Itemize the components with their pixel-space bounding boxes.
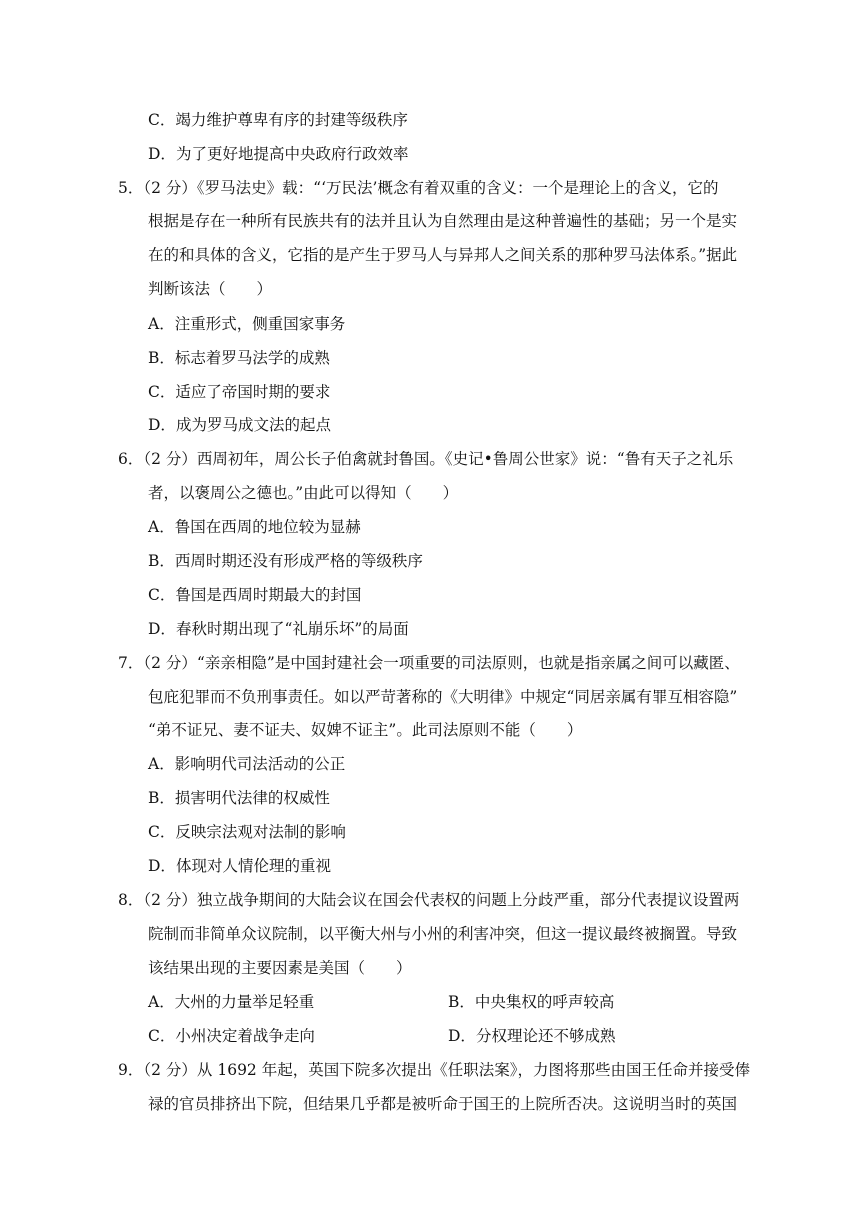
q7-option-a	[148, 754, 345, 774]
q6-option-b	[148, 551, 423, 571]
q8-stem-line-2: 院制而非简单众议院制，以平衡大州与小州的利害冲突，但这一提议最终被搁置。导致	[148, 925, 738, 943]
q7-stem-line-3: “弟不证兄、妻不证夫、奴婢不证主”。此司法原则不能（ ）	[148, 721, 583, 739]
option-text: 体现对人情伦理的重视	[175, 857, 331, 875]
q8-option-d	[448, 1026, 615, 1046]
option-text: 鲁国是西周时期最大的封国	[175, 586, 362, 604]
option-text: 反映宗法观对法制的影响	[175, 823, 346, 841]
q4-option-d	[148, 144, 408, 164]
option-letter: B．	[448, 993, 475, 1011]
option-letter: A．	[148, 518, 175, 536]
stem-text: （2 分）《罗马法史》载：“‘万民法’概念有着双重的含义：一个是理论上的含义，它的	[143, 179, 719, 197]
option-text: 鲁国在西周的地位较为显赫	[174, 518, 361, 536]
option-text: 小州决定着战争走向	[175, 1027, 315, 1045]
option-letter: C．	[148, 1027, 176, 1045]
q4-option-c	[148, 110, 408, 130]
q5-stem-line-1	[118, 178, 718, 198]
q6-option-d	[148, 619, 409, 639]
option-text: 适应了帝国时期的要求	[175, 383, 331, 401]
q5-option-a	[148, 314, 345, 334]
q8-option-c	[148, 1026, 315, 1046]
question-number: 9．	[118, 1061, 144, 1079]
option-text: 为了更好地提高中央政府行政效率	[175, 145, 409, 163]
q7-option-b	[148, 788, 330, 808]
q7-option-d	[148, 856, 331, 876]
option-letter: A．	[148, 315, 175, 333]
option-text: 春秋时期出现了“礼崩乐坏”的局面	[175, 620, 409, 638]
option-letter: D．	[448, 1027, 476, 1045]
q6-stem-line-1	[118, 449, 733, 469]
q5-option-c	[148, 382, 330, 402]
option-letter: C．	[148, 383, 176, 401]
option-letter: C．	[148, 823, 176, 841]
question-number: 5．	[118, 179, 144, 197]
option-text: 损害明代法律的权威性	[174, 789, 330, 807]
option-letter: C．	[148, 586, 176, 604]
q5-option-d	[148, 415, 331, 435]
q5-stem-line-4: 判断该法（ ）	[148, 280, 273, 298]
option-letter: D．	[148, 620, 176, 638]
q8-option-a	[148, 992, 314, 1012]
q7-option-c	[148, 822, 346, 842]
q8-option-b	[448, 992, 614, 1012]
option-letter: B．	[148, 789, 175, 807]
option-letter: D．	[148, 145, 176, 163]
question-number: 6．	[118, 450, 144, 468]
q8-stem-line-1	[118, 890, 739, 910]
option-letter: B．	[148, 349, 175, 367]
q5-stem-line-3: 在的和具体的含义，它指的是产生于罗马人与异邦人之间关系的那种罗马法体系。”据此	[148, 246, 738, 264]
option-letter: A．	[148, 993, 175, 1011]
option-letter: D．	[148, 416, 176, 434]
stem-text: （2 分）西周初年，周公长子伯禽就封鲁国。《史记•鲁周公世家》说：“鲁有天子之礼乐	[143, 450, 734, 468]
option-text: 大州的力量举足轻重	[174, 993, 315, 1011]
option-text: 成为罗马成文法的起点	[175, 416, 331, 434]
option-letter: A．	[148, 755, 175, 773]
question-number: 8．	[118, 891, 144, 909]
q9-stem-line-2: 禄的官员排挤出下院，但结果几乎都是被听命于国王的上院所否决。这说明当时的英国	[148, 1095, 738, 1113]
q5-option-b	[148, 348, 330, 368]
q7-stem-line-2: 包庇犯罪而不负刑事责任。如以严苛著称的《大明律》中规定“同居亲属有罪互相容隐”	[148, 688, 738, 706]
q7-stem-line-1	[118, 653, 740, 673]
q6-option-a	[148, 517, 361, 537]
option-text: 标志着罗马法学的成熟	[174, 349, 330, 367]
question-number: 7．	[118, 654, 144, 672]
option-text: 竭力维护尊卑有序的封建等级秩序	[175, 111, 408, 129]
option-text: 注重形式，侧重国家事务	[174, 315, 346, 333]
q6-stem-line-2: 者，以褒周公之德也。”由此可以得知（ ）	[148, 484, 459, 502]
q6-option-c	[148, 585, 361, 605]
option-letter: B．	[148, 552, 175, 570]
stem-text: （2 分）“亲亲相隐”是中国封建社会一项重要的司法原则，也就是指亲属之间可以藏匿、	[143, 654, 740, 672]
q9-stem-line-1	[118, 1060, 750, 1080]
option-text: 中央集权的呼声较高	[474, 993, 615, 1011]
option-text: 分权理论还不够成熟	[475, 1027, 616, 1045]
option-text: 影响明代司法活动的公正	[174, 755, 346, 773]
q5-stem-line-2: 根据是存在一种所有民族共有的法并且认为自然理由是这种普遍性的基础；另一个是实	[148, 212, 738, 230]
stem-text: （2 分）从 1692 年起，英国下院多次提出《任职法案》，力图将那些由国王任命并接受俸	[143, 1061, 750, 1079]
option-letter: C．	[148, 111, 176, 129]
option-text: 西周时期还没有形成严格的等级秩序	[174, 552, 423, 570]
q8-stem-line-3: 该结果出现的主要因素是美国（ ）	[148, 959, 412, 977]
option-letter: D．	[148, 857, 176, 875]
stem-text: （2 分）独立战争期间的大陆会议在国会代表权的问题上分歧严重，部分代表提议设置两	[143, 891, 740, 909]
